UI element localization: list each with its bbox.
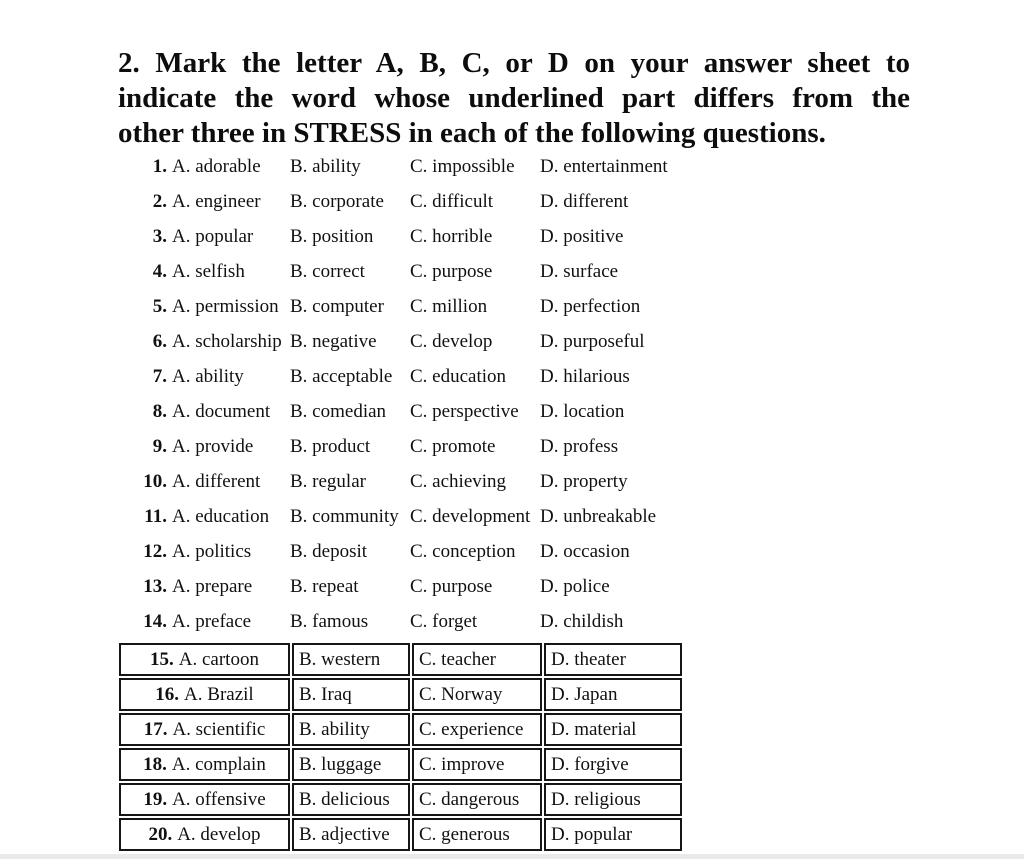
option-c: C. forget: [410, 611, 478, 632]
option-a: A. preface: [172, 611, 252, 632]
option-a-cell: [119, 678, 290, 711]
option-b: B. corporate: [290, 191, 384, 212]
option-a: A. selfish: [172, 261, 245, 282]
option-c: C. experience: [412, 713, 542, 746]
option-a: A. adorable: [172, 156, 261, 177]
table-question-row: [119, 818, 682, 851]
option-a: A. provide: [172, 436, 254, 457]
question-number: 14.: [143, 611, 167, 632]
option-c: C. generous: [412, 818, 542, 851]
option-b: B. famous: [290, 611, 369, 632]
option-c: C. improve: [412, 748, 542, 781]
option-a: A. Brazil: [184, 683, 254, 705]
question-number: 1.: [152, 156, 167, 177]
option-d: D. unbreakable: [540, 506, 657, 527]
option-b: B. regular: [290, 471, 366, 492]
option-a: A. different: [172, 471, 261, 492]
question-row: [118, 149, 918, 184]
table-question-row: [119, 783, 682, 816]
option-a-cell: [118, 499, 290, 534]
option-b: B. ability: [292, 713, 410, 746]
question-row: [118, 289, 918, 324]
option-c: C. purpose: [410, 576, 493, 597]
option-d: D. occasion: [540, 541, 630, 562]
option-c: C. perspective: [410, 401, 519, 422]
option-d: D. forgive: [544, 748, 682, 781]
option-b: B. product: [290, 436, 371, 457]
option-d: D. location: [540, 401, 625, 422]
question-row: [118, 254, 918, 289]
option-d: D. police: [540, 576, 610, 597]
question-number: 6.: [152, 331, 167, 352]
option-b: B. comedian: [290, 401, 387, 422]
option-c: C. education: [410, 366, 507, 387]
option-a-cell: [118, 254, 290, 289]
option-c: C. dangerous: [412, 783, 542, 816]
question-row: [118, 464, 918, 499]
question-number: 10.: [143, 471, 167, 492]
option-b: B. adjective: [292, 818, 410, 851]
option-d: D. profess: [540, 436, 619, 457]
option-a: A. engineer: [172, 191, 261, 212]
option-b: B. western: [292, 643, 410, 676]
option-d: D. material: [544, 713, 682, 746]
question-number: 15.: [150, 648, 174, 670]
option-b: B. repeat: [290, 576, 359, 597]
question-number: 13.: [143, 576, 167, 597]
option-b: B. ability: [290, 156, 361, 177]
question-list: [118, 149, 918, 639]
question-row: [118, 534, 918, 569]
heading-line-1: 2. Mark the letter A, B, C, or D on your answer sheet to: [118, 47, 910, 79]
option-c: C. horrible: [410, 226, 493, 247]
option-b: B. delicious: [292, 783, 410, 816]
option-a: A. ability: [172, 366, 244, 387]
option-d: D. purposeful: [540, 331, 645, 352]
option-d: D. hilarious: [540, 366, 630, 387]
option-a: A. cartoon: [178, 648, 259, 670]
option-a: A. popular: [172, 226, 254, 247]
option-a-cell: [119, 748, 290, 781]
question-number: 20.: [148, 823, 173, 845]
option-a-cell: [119, 643, 290, 676]
question-number: 8.: [152, 401, 167, 422]
option-d: D. theater: [544, 643, 682, 676]
option-a-cell: [118, 534, 290, 569]
option-a: A. prepare: [172, 576, 253, 597]
option-a: A. offensive: [172, 788, 266, 810]
option-b: B. computer: [290, 296, 384, 317]
question-row: [118, 359, 918, 394]
option-b: B. deposit: [290, 541, 368, 562]
table-question-row: [119, 678, 682, 711]
option-d: D. property: [540, 471, 628, 492]
heading-line-3: other three in STRESS in each of the following questions.: [118, 117, 826, 149]
heading-line-2: indicate the word whose underlined part differs from the: [118, 82, 910, 114]
option-b: B. Iraq: [292, 678, 410, 711]
option-b: B. luggage: [292, 748, 410, 781]
option-c: C. purpose: [410, 261, 493, 282]
question-number: 2.: [152, 191, 167, 212]
question-row: [118, 604, 918, 639]
option-a: A. education: [172, 506, 270, 527]
page-bottom-edge: [0, 854, 1024, 859]
question-row: [118, 429, 918, 464]
option-a-cell: [118, 219, 290, 254]
option-d: D. perfection: [540, 296, 641, 317]
question-number: 19.: [143, 788, 168, 810]
question-number: 12.: [143, 541, 167, 562]
option-a: A. scientific: [172, 718, 266, 740]
option-a: A. permission: [172, 296, 279, 317]
option-a-cell: [118, 289, 290, 324]
option-c: C. Norway: [412, 678, 542, 711]
table-question-row: [119, 643, 682, 676]
question-number: 16.: [155, 683, 180, 705]
option-d: D. Japan: [544, 678, 682, 711]
option-d: D. different: [540, 191, 629, 212]
option-a-cell: [118, 394, 290, 429]
option-c: C. teacher: [412, 643, 542, 676]
option-c: C. million: [410, 296, 488, 317]
option-c: C. impossible: [410, 156, 515, 177]
option-a-cell: [118, 184, 290, 219]
option-a-cell: [118, 429, 290, 464]
option-c: C. development: [410, 506, 531, 527]
option-a: A. document: [172, 401, 271, 422]
option-c: C. promote: [410, 436, 496, 457]
question-table: [117, 641, 684, 853]
option-a-cell: [119, 783, 290, 816]
section-heading: [118, 46, 910, 151]
option-c: C. difficult: [410, 191, 494, 212]
option-b: B. community: [290, 506, 399, 527]
question-row: [118, 324, 918, 359]
option-d: D. childish: [540, 611, 624, 632]
option-a-cell: [118, 569, 290, 604]
option-a-cell: [118, 149, 290, 184]
question-number: 11.: [144, 506, 167, 527]
table-question-row: [119, 748, 682, 781]
option-b: B. acceptable: [290, 366, 393, 387]
option-d: D. surface: [540, 261, 619, 282]
option-d: D. popular: [544, 818, 682, 851]
option-b: B. position: [290, 226, 374, 247]
option-c: C. develop: [410, 331, 493, 352]
option-a: A. complain: [171, 753, 266, 775]
question-number: 3.: [152, 226, 167, 247]
option-b: B. correct: [290, 261, 365, 282]
question-number: 7.: [152, 366, 167, 387]
option-a: A. develop: [177, 823, 261, 845]
option-c: C. conception: [410, 541, 516, 562]
question-number: 9.: [152, 436, 167, 457]
question-row: [118, 394, 918, 429]
option-a-cell: [118, 324, 290, 359]
question-row: [118, 184, 918, 219]
question-row: [118, 219, 918, 254]
table-question-row: [119, 713, 682, 746]
option-b: B. negative: [290, 331, 377, 352]
question-number: 5.: [152, 296, 167, 317]
question-number: 18.: [143, 753, 167, 775]
question-number: 17.: [143, 718, 168, 740]
option-d: D. religious: [544, 783, 682, 816]
option-a: A. politics: [172, 541, 252, 562]
option-d: D. positive: [540, 226, 624, 247]
question-number: 4.: [152, 261, 167, 282]
option-d: D. entertainment: [540, 156, 668, 177]
option-a-cell: [119, 713, 290, 746]
option-a-cell: [118, 464, 290, 499]
option-a: A. scholarship: [172, 331, 282, 352]
option-a-cell: [118, 604, 290, 639]
option-a-cell: [118, 359, 290, 394]
question-row: [118, 499, 918, 534]
option-a-cell: [119, 818, 290, 851]
option-c: C. achieving: [410, 471, 507, 492]
question-row: [118, 569, 918, 604]
